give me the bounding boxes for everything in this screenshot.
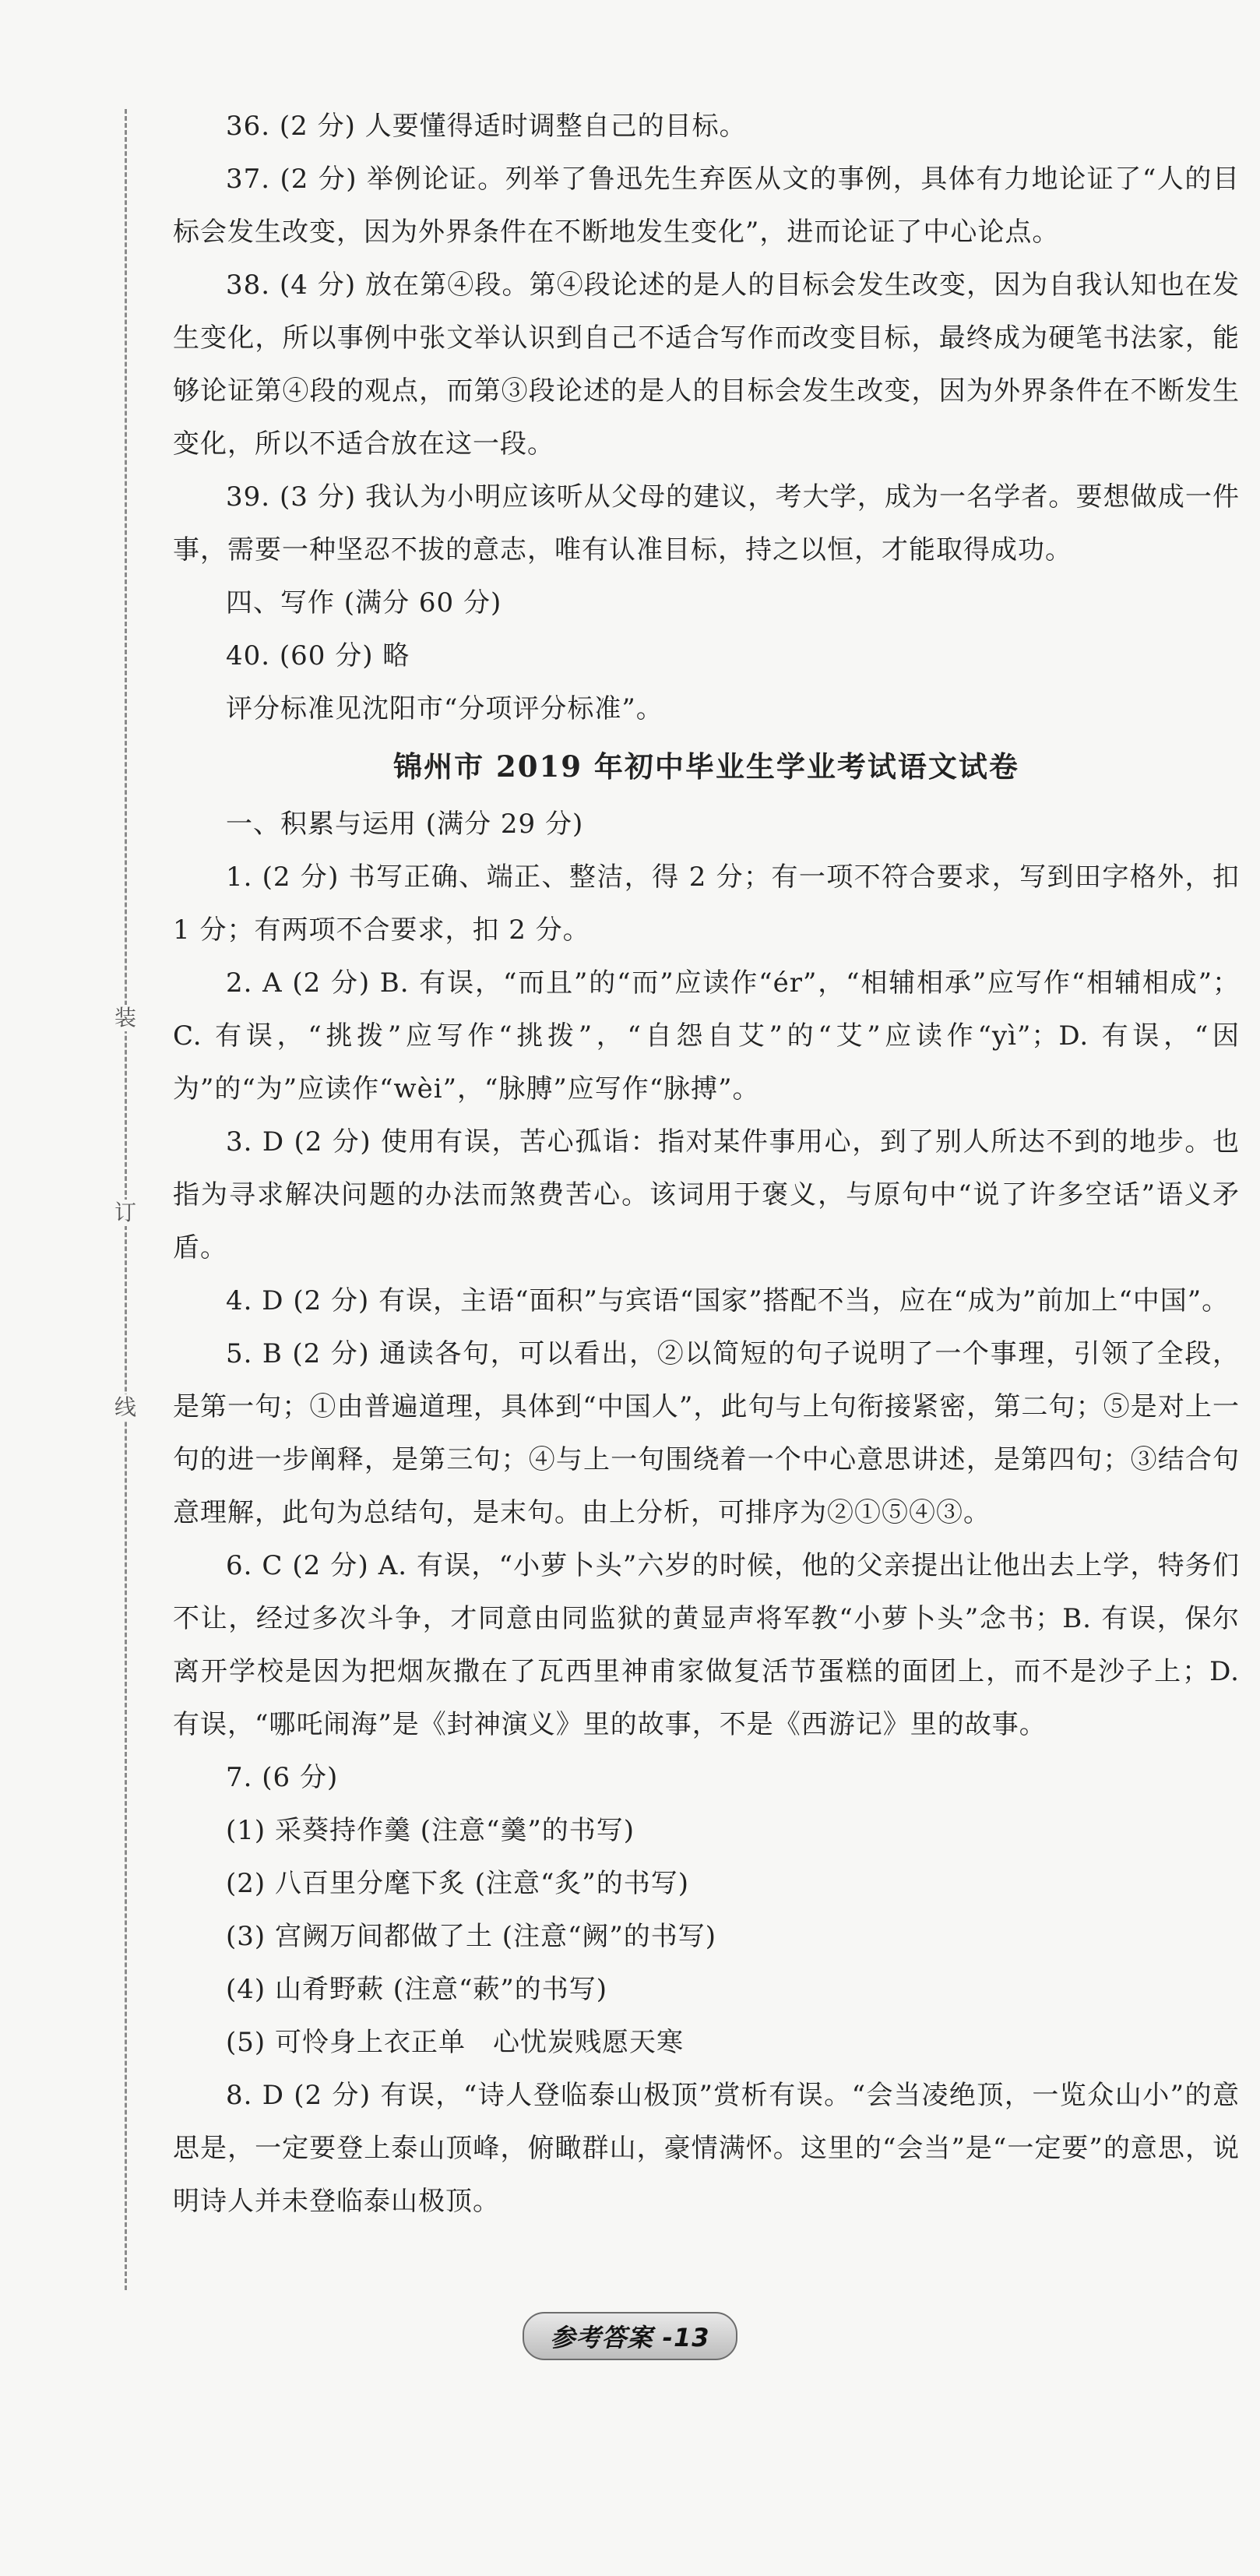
exam-title: 锦州市 2019 年初中毕业生学业考试语文试卷: [393, 749, 1019, 784]
answer-7-2: (2) 八百里分麾下炙 (注意“炙”的书写): [226, 1868, 690, 1899]
answer-40: 40. (60 分) 略: [226, 640, 410, 671]
answer-2: 2. A (2 分) B. 有误，“而且”的“而”应读作“ér”，“相辅相承”应写作“相辅相成”；C. 有误，“挑拨”应写作“挑拨”，“自怨自艾”的“艾”应读作“yì”；D. 有误，“因为”的“为”应读作“wèi”，“脉膊”应写作“脉搏”。: [173, 967, 1240, 1105]
answer-4: 4. D (2 分) 有误，主语“面积”与宾语“国家”搭配不当，应在“成为”前加上“中国”。: [226, 1285, 1230, 1316]
answer-5: 5. B (2 分) 通读各句，可以看出，②以简短的句子说明了一个事理，引领了全段，是第一句；①由普遍道理，具体到“中国人”，此句与上句衔接紧密，第二句；⑤是对上一句的进一步阐释，是第三句；④与上一句围绕着一个中心意思讲述，是第四句；③结合句意理解，此句为总结句，是末句。由上分析，可排序为②①⑤④③。: [173, 1338, 1240, 1528]
answer-36: 36. (2 分) 人要懂得适时调整自己的目标。: [226, 111, 747, 142]
page-content: [173, 100, 1240, 2228]
answer-39: 39. (3 分) 我认为小明应该听从父母的建议，考大学，成为一名学者。要想做成一件事，需要一种坚忍不拔的意志，唯有认准目标，持之以恒，才能取得成功。: [173, 481, 1240, 566]
scoring-note: 评分标准见沈阳市“分项评分标准”。: [226, 693, 663, 724]
part-one-heading: 一、积累与运用 (满分 29 分): [226, 809, 584, 840]
answer-7: 7. (6 分): [226, 1762, 339, 1793]
answer-6: 6. C (2 分) A. 有误，“小萝卜头”六岁的时候，他的父亲提出让他出去上学，特务们不让，经过多次斗争，才同意由同监狱的黄显声将军教“小萝卜头”念书；B. 有误，保尔离开学校是因为把烟灰撒在了瓦西里神甫家做复活节蛋糕的面团上，而不是沙子上；D. 有误，“哪吒闹海”是《封神演义》里的故事，不是《西游记》里的故事。: [173, 1550, 1240, 1740]
answer-7-1: (1) 采葵持作羹 (注意“羹”的书写): [226, 1815, 635, 1846]
page-number-badge: 参考答案 -13: [523, 2312, 738, 2360]
page-footer: [0, 2312, 1260, 2360]
answer-7-3: (3) 宫阙万间都做了土 (注意“阙”的书写): [226, 1921, 717, 1952]
answer-38: 38. (4 分) 放在第④段。第④段论述的是人的目标会发生改变，因为自我认知也在发生变化，所以事例中张文举认识到自己不适合写作而改变目标，最终成为硬笔书法家，能够论证第④段的观点，而第③段论述的是人的目标会发生改变，因为外界条件在不断发生变化，所以不适合放在这一段。: [173, 270, 1240, 460]
answer-1: 1. (2 分) 书写正确、端正、整洁，得 2 分；有一项不符合要求，写到田字格外，扣 1 分；有两项不合要求，扣 2 分。: [173, 862, 1240, 946]
binding-char-zhuang: 装: [112, 1005, 139, 1031]
binding-char-xian: 线: [112, 1394, 139, 1421]
answer-7-5: (5) 可怜身上衣正单 心忧炭贱愿天寒: [226, 2027, 684, 2058]
binding-char-ding: 订: [112, 1200, 139, 1226]
answer-7-4: (4) 山肴野蔌 (注意“蔌”的书写): [226, 1974, 608, 2005]
answer-37: 37. (2 分) 举例论证。列举了鲁迅先生弃医从文的事例，具体有力地论证了“人的目标会发生改变，因为外界条件在不断地发生变化”，进而论证了中心论点。: [173, 164, 1240, 248]
writing-section-heading: 四、写作 (满分 60 分): [226, 587, 502, 618]
answer-8: 8. D (2 分) 有误，“诗人登临泰山极顶”赏析有误。“会当凌绝顶，一览众山小”的意思是，一定要登上泰山顶峰，俯瞰群山，豪情满怀。这里的“会当”是“一定要”的意思，说明诗人并未登临泰山极顶。: [173, 2080, 1240, 2217]
answer-3: 3. D (2 分) 使用有误，苦心孤诣：指对某件事用心，到了别人所达不到的地步。也指为寻求解决问题的办法而煞费苦心。该词用于褒义，与原句中“说了许多空话”语义矛盾。: [173, 1126, 1240, 1263]
